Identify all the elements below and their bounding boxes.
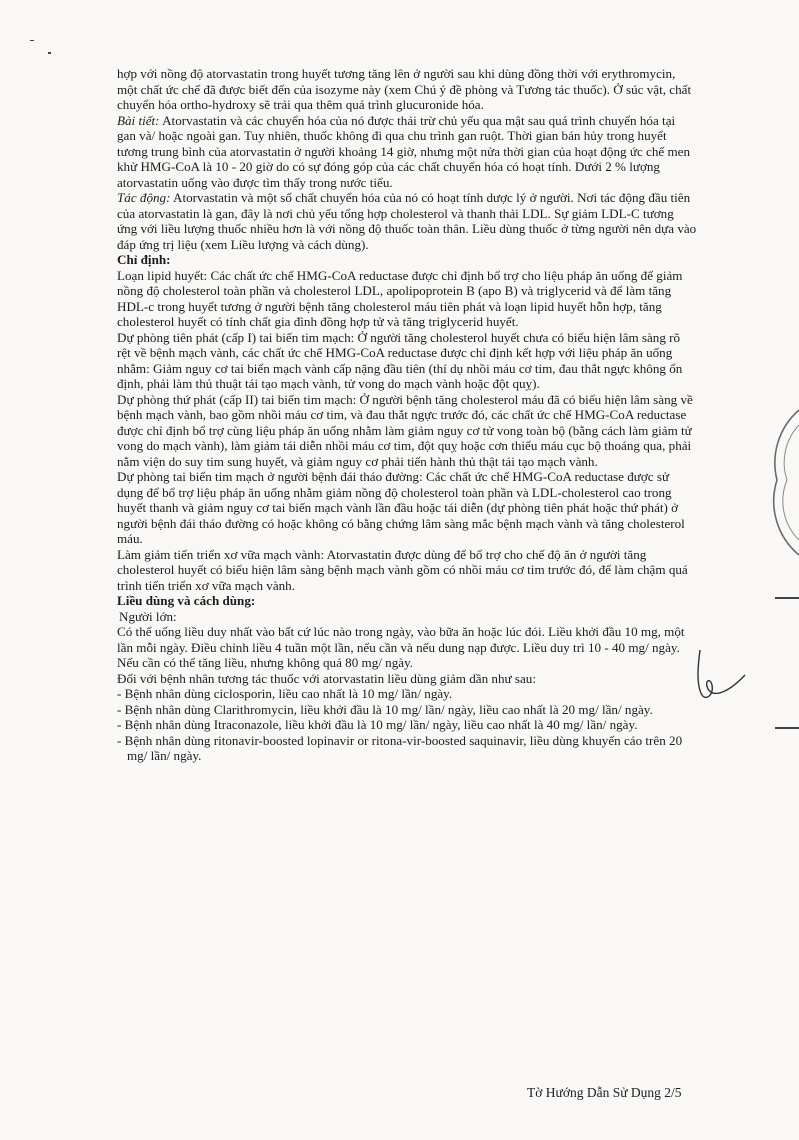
dose-bullet-itraconazole: - Bệnh nhân dùng Itraconazole, liều khởi đầu là 10 mg/ lần/ ngày, liều cao nhất là 40 mg/ lần/ ngày. [117, 717, 638, 732]
dosage-heading: Liều dùng và cách dùng: [117, 593, 256, 608]
dose-bullet-ciclosporin: - Bệnh nhân dùng ciclosporin, liều cao nhất là 10 mg/ lần/ ngày. [117, 686, 453, 701]
scan-mark [30, 40, 34, 41]
action-lead: Tác động: [117, 190, 171, 205]
action-text: Atorvastatin và một số chất chuyển hóa của nó có hoạt tính dược lý ở người. Nơi tác động đầu tiên của atorvastatin là gan, đây là nơi chủ yếu tổng hợp cholesterol và thanh thải LDL. Sự giảm LDL-C tương ứng với liều lượng thuốc nhiều hơn là với nồng độ thuốc toàn thân. Liều dùng thuốc ở từng người nên dựa vào đáp ứng trị liệu (xem Liều lượng và cách dùng). [117, 190, 697, 252]
scan-mark [48, 52, 51, 54]
indications-heading: Chỉ định: [117, 252, 171, 267]
dose-bullet-ritonavir: - Bệnh nhân dùng ritonavir-boosted lopinavir or ritona-vir-boosted saquinavir, liều dùng khuyến cáo trên 20 mg/ lần/ ngày. [117, 732, 683, 763]
dose-bullet-clarithromycin: - Bệnh nhân dùng Clarithromycin, liều khởi đầu là 10 mg/ lần/ ngày, liều cao nhất là 20 mg/ lần/ ngày. [117, 701, 653, 717]
dosage-text: Có thể uống liều duy nhất vào bất cứ lúc nào trong ngày, vào bữa ăn hoặc lúc đói. Liều khởi đầu 10 mg, một lần mỗi ngày. Điều chỉnh liều 4 tuần một lần, nếu cần và nếu dung nạp được. Liều duy trì 10 - 40 mg/ ngày. Nếu cần có thể tăng liều, nhưng không quá 80 mg/ ngày. [117, 624, 685, 670]
elimination-paragraph [117, 113, 697, 191]
indication-secondary-prevention: Dự phòng thứ phát (cấp II) tai biến tim mạch: Ở người bệnh tăng cholesterol máu đã có biểu hiện lâm sàng về bệnh mạch vành, bao gồm nhồi máu cơ tim, và đau thắt ngực trước đó, các chất ức chế HMG-CoA reductase được chỉ định bổ trợ cùng liệu pháp ăn uống nhằm làm giảm nguy cơ tử vong toàn bộ (bằng cách làm giảm tử vong do mạch vành), làm giảm tái diễn nhồi máu cơ tim, đột quỵ hoặc cơn thiếu máu cục bộ thoáng qua, phải nằm viện do suy tim sung huyết, và giảm nguy cơ phải tiến hành thủ thật tái tạo mạch vành. [117, 391, 693, 469]
indication-primary-prevention: Dự phòng tiên phát (cấp I) tai biến tim mạch: Ở người tăng cholesterol huyết chưa có biểu hiện lâm sàng rõ rệt về bệnh mạch vành, các chất ức chế HMG-CoA reductase được chỉ định kết hợp với liệu pháp ăn uống nhằm: Giảm nguy cơ tai biến mạch vành cấp nặng đầu tiên (thí dụ nhồi máu cơ tim, đau thắt ngực không ổn định, phải làm thủ thuật tái tạo mạch vành, tử vong do mạch vành hoặc đột quỵ). [117, 329, 683, 391]
indication-dyslipidemia: Loạn lipid huyết: Các chất ức chế HMG-CoA reductase được chỉ định bổ trợ cho liệu pháp ăn uống để giảm nồng độ cholesterol toàn phần và cholesterol LDL, apolipoprotein B (apo B) và triglycerid và để làm tăng HDL-c trong huyết tương ở người bệnh tăng cholesterol máu tiên phát và loạn lipid huyết hỗn hợp, tăng cholesterol huyết có tính chất gia đình đồng hợp tử và tăng triglycerid huyết. [117, 267, 683, 329]
dosage-subheading: Người lớn: [119, 608, 177, 624]
scan-mark [775, 727, 799, 729]
action-paragraph [117, 190, 697, 252]
document-body [117, 66, 697, 764]
elimination-text: Atorvastatin và các chuyển hóa của nó được thải trừ chủ yếu qua mật sau quá trình chuyển hóa tại gan và/ hoặc ngoài gan. Tuy nhiên, thuốc không đi qua chu trình gan ruột. Thời gian bán hủy trong huyết tương trung bình của atorvastatin ở người khoảng 14 giờ, nhưng một nửa thời gian của hoạt động ức chế men khử HMG-CoA là 10 - 20 giờ do có sự đóng góp của các chất chuyển hóa có hoạt tính. Dưới 2 % lượng atorvastatin uống vào được tìm thấy trong nước tiểu. [117, 112, 691, 190]
indication-atherosclerosis: Làm giảm tiến triển xơ vữa mạch vành: Atorvastatin được dùng để bổ trợ cho chế độ ăn ở người tăng cholesterol huyết có biểu hiện lâm sàng bệnh mạch vành gồm có nhồi máu cơ tim trước đó, để làm chậm quá trình tiến triển xơ vữa mạch vành. [117, 546, 688, 593]
scan-mark [775, 597, 799, 599]
elimination-lead: Bài tiết: [117, 112, 160, 128]
pharmacokinetics-paragraph: hợp với nồng độ atorvastatin trong huyết tương tăng lên ở người sau khi dùng đồng thời với erythromycin, một chất ức chế đã được biết đến của isozyme này (xem Chú ý đề phòng và Tương tác thuốc). Ở súc vật, chất chuyển hóa ortho-hydroxy sẽ trải qua thêm quá trình glucuronide hóa. [117, 66, 692, 112]
page-footer: Tờ Hướng Dẫn Sử Dụng 2/5 [527, 1085, 682, 1100]
indication-diabetes: Dự phòng tai biến tim mạch ở người bệnh đái tháo đường: Các chất ức chế HMG-CoA reductase được sử dụng để bổ trợ liệu pháp ăn uống nhằm giảm nồng độ cholesterol toàn phần và LDL-cholesterol cao trong huyết thanh và giảm nguy cơ tai biến mạch vành lần đầu hoặc tái diễn (dự phòng tiên phát hoặc thứ phát) ở người bệnh đái tháo đường có hoặc không có bằng chứng lâm sàng mắc bệnh mạch vành và tăng cholesterol máu. [117, 469, 685, 546]
interaction-intro: Đối với bệnh nhân tương tác thuốc với atorvastatin liều dùng giảm dần như sau: [117, 670, 536, 686]
signature-icon [690, 645, 750, 705]
stamp-icon [769, 405, 799, 565]
